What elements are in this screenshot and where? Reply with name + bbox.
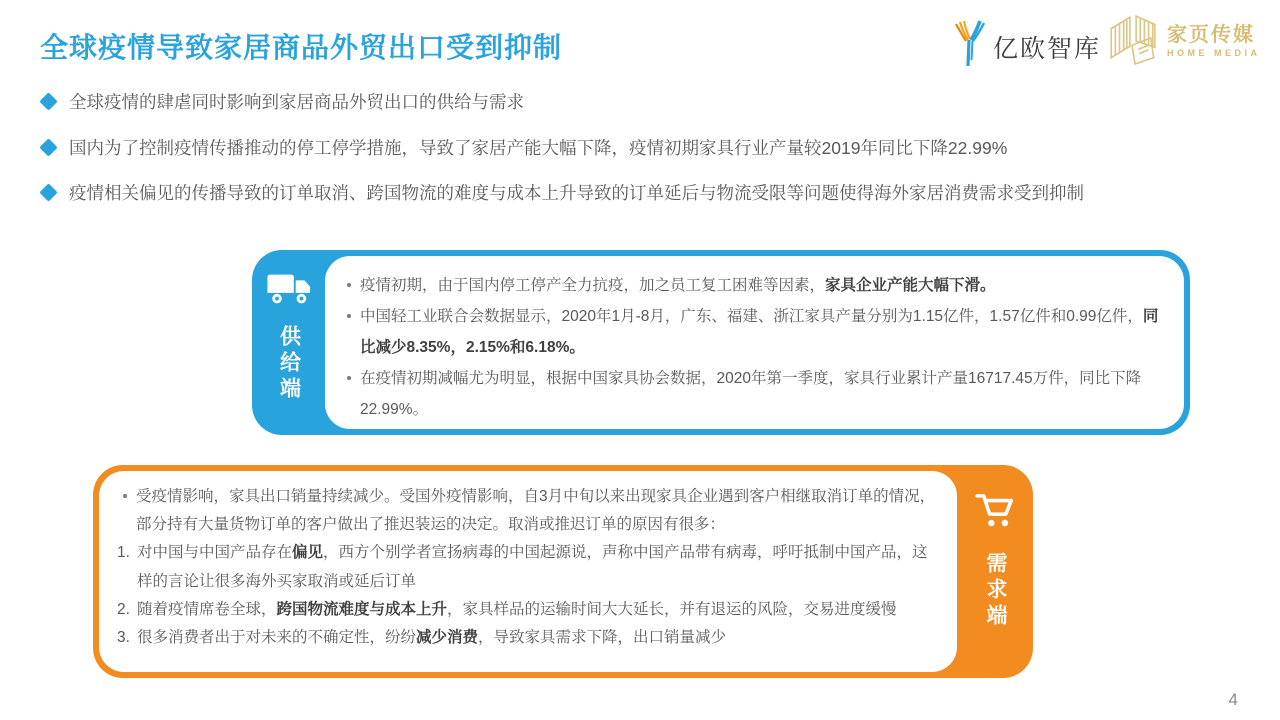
home-media-logo (1108, 12, 1261, 71)
supply-content (325, 256, 1184, 429)
demand-point (117, 539, 937, 595)
bullet-dot-icon (347, 283, 351, 287)
supply-side-label: 供给端 (277, 325, 301, 403)
key-point-text: 国内为了控制疫情传播推动的停工停学措施，导致了家居产能大幅下降，疫情初期家具行业产量较2019年同比下降22.99% (69, 137, 1008, 158)
supply-item (341, 301, 1166, 363)
truck-icon (266, 272, 312, 311)
key-point-row (40, 136, 1170, 161)
key-point-text: 疫情相关偏见的传播导致的订单取消、跨国物流的难度与成本上升导致的订单延后与物流受限等问题使得海外家居消费需求受到抑制 (69, 183, 1084, 203)
supply-panel (252, 250, 1190, 435)
demand-point-number: 2. (117, 600, 130, 618)
bullet-dot-icon (347, 376, 351, 380)
supply-item-text: 在疫情初期减幅尤为明显，根据中国家具协会数据，2020年第一季度，家具行业累计产量16717.45万件，同比下降22.99%。 (360, 370, 1142, 418)
supply-item-text: 中国轻工业联合会数据显示，2020年1月-8月，广东、福建、浙江家具产量分别为1.15亿件，1.57亿件和0.99亿件，同比减少8.35%，2.15%和6.18%。 (360, 308, 1159, 356)
demand-side-bar (957, 465, 1033, 678)
demand-point-text: 随着疫情席卷全球，跨国物流难度与成本上升，家具样品的运输时间大大延长，并有退运的风险，交易进度缓慢 (137, 600, 897, 618)
key-points-list (40, 90, 1170, 227)
demand-content (99, 471, 957, 672)
home-media-logo-text: 家页传媒 (1167, 24, 1255, 47)
key-point-text: 全球疫情的肆虐同时影响到家居商品外贸出口的供给与需求 (69, 92, 524, 112)
demand-intro-text: 受疫情影响，家具出口销量持续减少。受国外疫情影响，自3月中旬以来出现家具企业遇到客户相继取消订单的情况，部分持有大量货物订单的客户做出了推迟装运的决定。取消或推迟订单的原因有很多： (136, 488, 936, 534)
demand-side-label: 需求端 (984, 552, 1007, 630)
eo-intelligence-logo (952, 20, 1101, 73)
demand-point (117, 596, 937, 624)
supply-item (341, 270, 1166, 301)
demand-point (117, 624, 937, 652)
key-point-row (40, 90, 1170, 115)
diamond-bullet-icon (39, 138, 57, 156)
page-title: 全球疫情导致家居商品外贸出口受到抑制 (40, 32, 563, 63)
cart-icon (972, 489, 1018, 538)
supply-item (341, 363, 1166, 425)
key-point-row (40, 181, 1170, 206)
home-media-cube-icon (1108, 12, 1158, 71)
page-number: 4 (1228, 690, 1238, 709)
demand-panel (93, 465, 1033, 678)
home-media-logo-subtitle: HOME MEDIA (1167, 48, 1261, 59)
demand-point-text: 对中国与中国产品存在偏见，西方个别学者宣扬病毒的中国起源说，声称中国产品带有病毒，呼吁抵制中国产品，这样的言论让很多海外买家取消或延后订单 (137, 544, 928, 590)
diamond-bullet-icon (39, 183, 57, 201)
bullet-dot-icon (123, 494, 127, 498)
demand-intro (117, 483, 937, 539)
eo-y-logo-icon (952, 20, 986, 73)
demand-point-text: 很多消费者出于对未来的不确定性，纷纷减少消费，导致家具需求下降，出口销量减少 (137, 629, 727, 647)
eo-logo-text: 亿欧智库 (993, 34, 1102, 63)
supply-item-text: 疫情初期，由于国内停工停产全力抗疫，加之员工复工困难等因素，家具企业产能大幅下滑。 (360, 277, 996, 294)
diamond-bullet-icon (39, 92, 57, 110)
bullet-dot-icon (347, 314, 351, 318)
supply-side-bar (252, 250, 325, 435)
demand-point-number: 1. (117, 544, 130, 562)
demand-point-number: 3. (117, 629, 130, 647)
